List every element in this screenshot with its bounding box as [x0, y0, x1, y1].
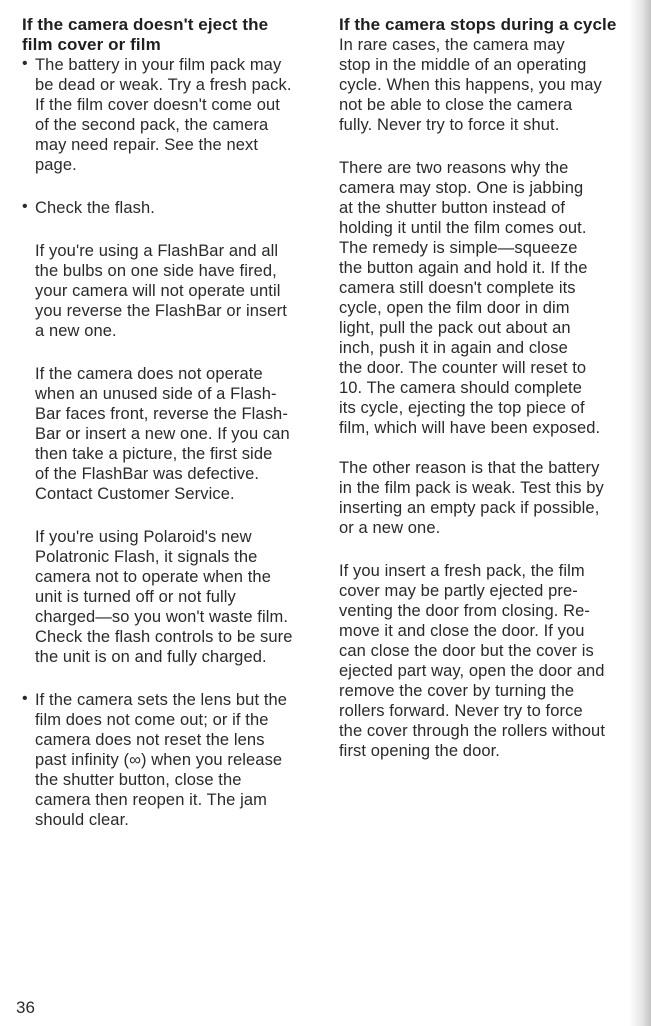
bullet-check-flash: [22, 198, 314, 218]
text-line: If the camera does not operate: [35, 365, 263, 383]
text-line: its cycle, ejecting the top piece of: [339, 399, 585, 417]
text-line: Bar or insert a new one. If you can: [35, 425, 290, 443]
text-line: camera may stop. One is jabbing: [339, 179, 584, 197]
text-line: at the shutter button instead of: [339, 199, 566, 217]
text-line: camera then reopen it. The jam: [35, 791, 267, 809]
text-line: of the FlashBar was defective.: [35, 465, 260, 483]
flashbar-paragraph: [22, 241, 314, 341]
text-line: in the film pack is weak. Test this by: [339, 479, 604, 497]
fresh-pack-paragraph: [339, 561, 631, 761]
text-line: the shutter button, close the: [35, 771, 242, 789]
page-edge-shadow: [629, 0, 651, 1026]
text-line: then take a picture, the first side: [35, 445, 273, 463]
text-line: • Check the flash.: [35, 199, 155, 217]
text-line: stop in the middle of an operating: [339, 56, 587, 74]
text-line: cycle, open the film door in dim: [339, 299, 570, 317]
text-line: holding it until the film comes out.: [339, 219, 587, 237]
text-line: the unit is on and fully charged.: [35, 648, 267, 666]
text-line: Polatronic Flash, it signals the: [35, 548, 258, 566]
text-line: page.: [35, 156, 77, 174]
text-line: move it and close the door. If you: [339, 622, 585, 640]
text-line: or a new one.: [339, 519, 441, 537]
polatronic-paragraph: [22, 527, 314, 667]
text-line: can close the door but the cover is: [339, 642, 594, 660]
battery-paragraph: [339, 458, 631, 538]
cycle-section-heading: If the camera stops during a cycle: [339, 15, 617, 34]
text-line: • The battery in your film pack may: [35, 56, 282, 74]
reasons-paragraph: [339, 158, 631, 438]
text-line: If the film cover doesn't come out: [35, 96, 280, 114]
text-line: camera still doesn't complete its: [339, 279, 576, 297]
intro-paragraph: [339, 35, 631, 135]
text-line: If you're using Polaroid's new: [35, 528, 252, 546]
text-line: may need repair. See the next: [35, 136, 259, 154]
text-line: past infinity (∞) when you release: [35, 751, 283, 769]
right-column: [339, 15, 631, 761]
unused-side-paragraph: [22, 364, 314, 504]
text-line: when an unused side of a Flash-: [35, 385, 277, 403]
text-line: cover may be partly ejected pre-: [339, 582, 578, 600]
eject-section-heading-line-1: If the camera doesn't eject the: [22, 15, 269, 34]
text-line: camera not to operate when the: [35, 568, 271, 586]
text-line: • If the camera sets the lens but the: [35, 691, 288, 709]
text-line: inserting an empty pack if possible,: [339, 499, 600, 517]
text-line: cycle. When this happens, you may: [339, 76, 602, 94]
text-line: Check the flash controls to be sure: [35, 628, 293, 646]
text-line: There are two reasons why the: [339, 159, 569, 177]
text-line: charged—so you won't waste film.: [35, 608, 289, 626]
bullet-lens-jam: [22, 690, 314, 830]
text-line: inch, push it in again and close: [339, 339, 568, 357]
text-line: film, which will have been exposed.: [339, 419, 601, 437]
text-line: the cover through the rollers without: [339, 722, 606, 740]
text-line: the door. The counter will reset to: [339, 359, 587, 377]
text-line: of the second pack, the camera: [35, 116, 269, 134]
text-line: first opening the door.: [339, 742, 500, 760]
text-line: In rare cases, the camera may: [339, 36, 565, 54]
text-line: If you're using a FlashBar and all: [35, 242, 279, 260]
text-line: not be able to close the camera: [339, 96, 573, 114]
text-line: fully. Never try to force it shut.: [339, 116, 560, 134]
text-line: should clear.: [35, 811, 129, 829]
text-line: The other reason is that the battery: [339, 459, 600, 477]
text-line: If you insert a fresh pack, the film: [339, 562, 585, 580]
text-line: venting the door from closing. Re-: [339, 602, 591, 620]
text-line: light, pull the pack out about an: [339, 319, 571, 337]
text-line: you reverse the FlashBar or insert: [35, 302, 287, 320]
left-column: [22, 15, 314, 830]
text-line: rollers forward. Never try to force: [339, 702, 583, 720]
text-line: a new one.: [35, 322, 117, 340]
text-line: The remedy is simple—squeeze: [339, 239, 578, 257]
text-line: remove the cover by turning the: [339, 682, 575, 700]
text-line: the bulbs on one side have fired,: [35, 262, 277, 280]
text-line: camera does not reset the lens: [35, 731, 265, 749]
text-line: film does not come out; or if the: [35, 711, 269, 729]
bullet-battery: [22, 55, 314, 175]
text-line: ejected part way, open the door and: [339, 662, 605, 680]
page-number: 36: [16, 998, 35, 1017]
eject-section-heading-line-2: film cover or film: [22, 35, 161, 54]
text-line: Contact Customer Service.: [35, 485, 235, 503]
text-line: unit is turned off or not fully: [35, 588, 236, 606]
text-line: Bar faces front, reverse the Flash-: [35, 405, 288, 423]
text-line: 10. The camera should complete: [339, 379, 582, 397]
text-line: be dead or weak. Try a fresh pack.: [35, 76, 292, 94]
text-line: the button again and hold it. If the: [339, 259, 588, 277]
text-line: your camera will not operate until: [35, 282, 281, 300]
